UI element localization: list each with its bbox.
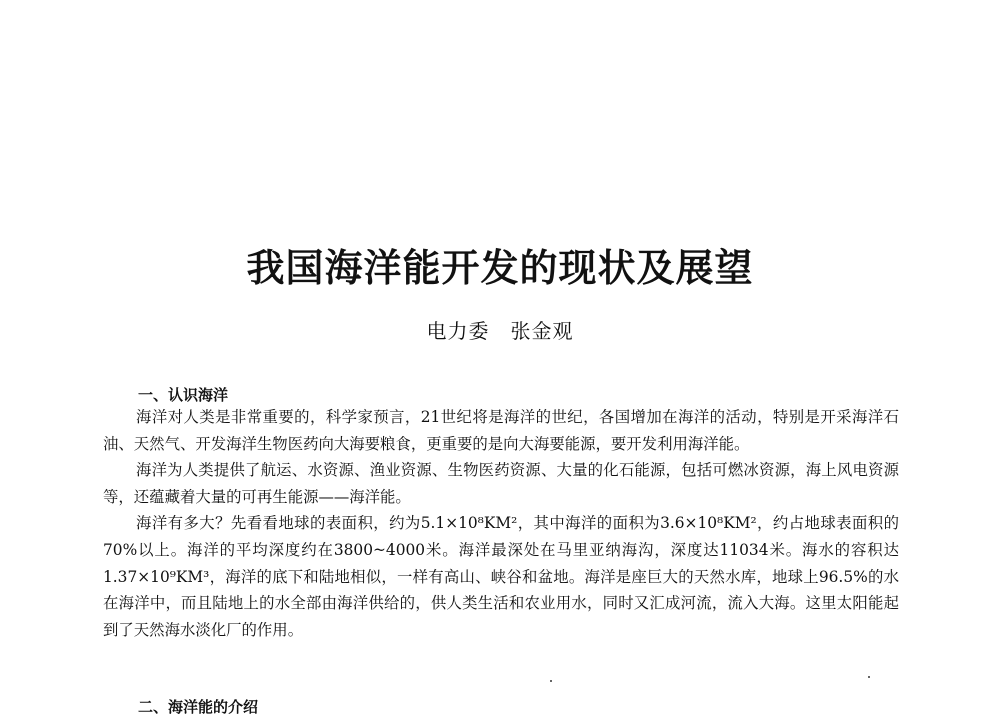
section-heading-2: 二、海洋能的介绍 (138, 698, 259, 716)
article-title: 我国海洋能开发的现状及展望 (246, 245, 754, 290)
paragraph-1: 海洋对人类是非常重要的，科学家预言，21世纪将是海洋的世纪，各国增加在海洋的活动，特别是开采海洋石油、天然气、开发海洋生物医药向大海要粮食，更重要的是向大海要能源，要开发利用海洋能。 (103, 408, 899, 453)
paragraph-3: 海洋有多大？先看看地球的表面积，约为5.1×10⁸KM²，其中海洋的面积为3.6×10⁸KM²，约占地球表面积的70%以上。海洋的平均深度约在3800~4000米。海洋最深处在马里亚纳海沟，深度达11034米。海水的容积达1.37×10⁹KM³，海洋的底下和陆地相似，一样有高山、峡谷和盆地。海洋是座巨大的天然水库，地球上96.5%的水在海洋中，而且陆地上的水全部由海洋供给的，供人类生活和农业用水，同时又汇成河流，流入大海。这里太阳能起到了天然海水淡化厂的作用。 (103, 514, 899, 639)
section-heading-1: 一、认识海洋 (138, 386, 229, 404)
section-1-body (103, 404, 899, 643)
scan-speck (550, 680, 552, 682)
article-authors: 电力委 张金观 (426, 319, 574, 343)
paragraph-2: 海洋为人类提供了航运、水资源、渔业资源、生物医药资源、大量的化石能源，包括可燃冰资源，海上风电资源等，还蕴藏着大量的可再生能源——海洋能。 (103, 461, 899, 506)
scan-speck (868, 676, 870, 678)
